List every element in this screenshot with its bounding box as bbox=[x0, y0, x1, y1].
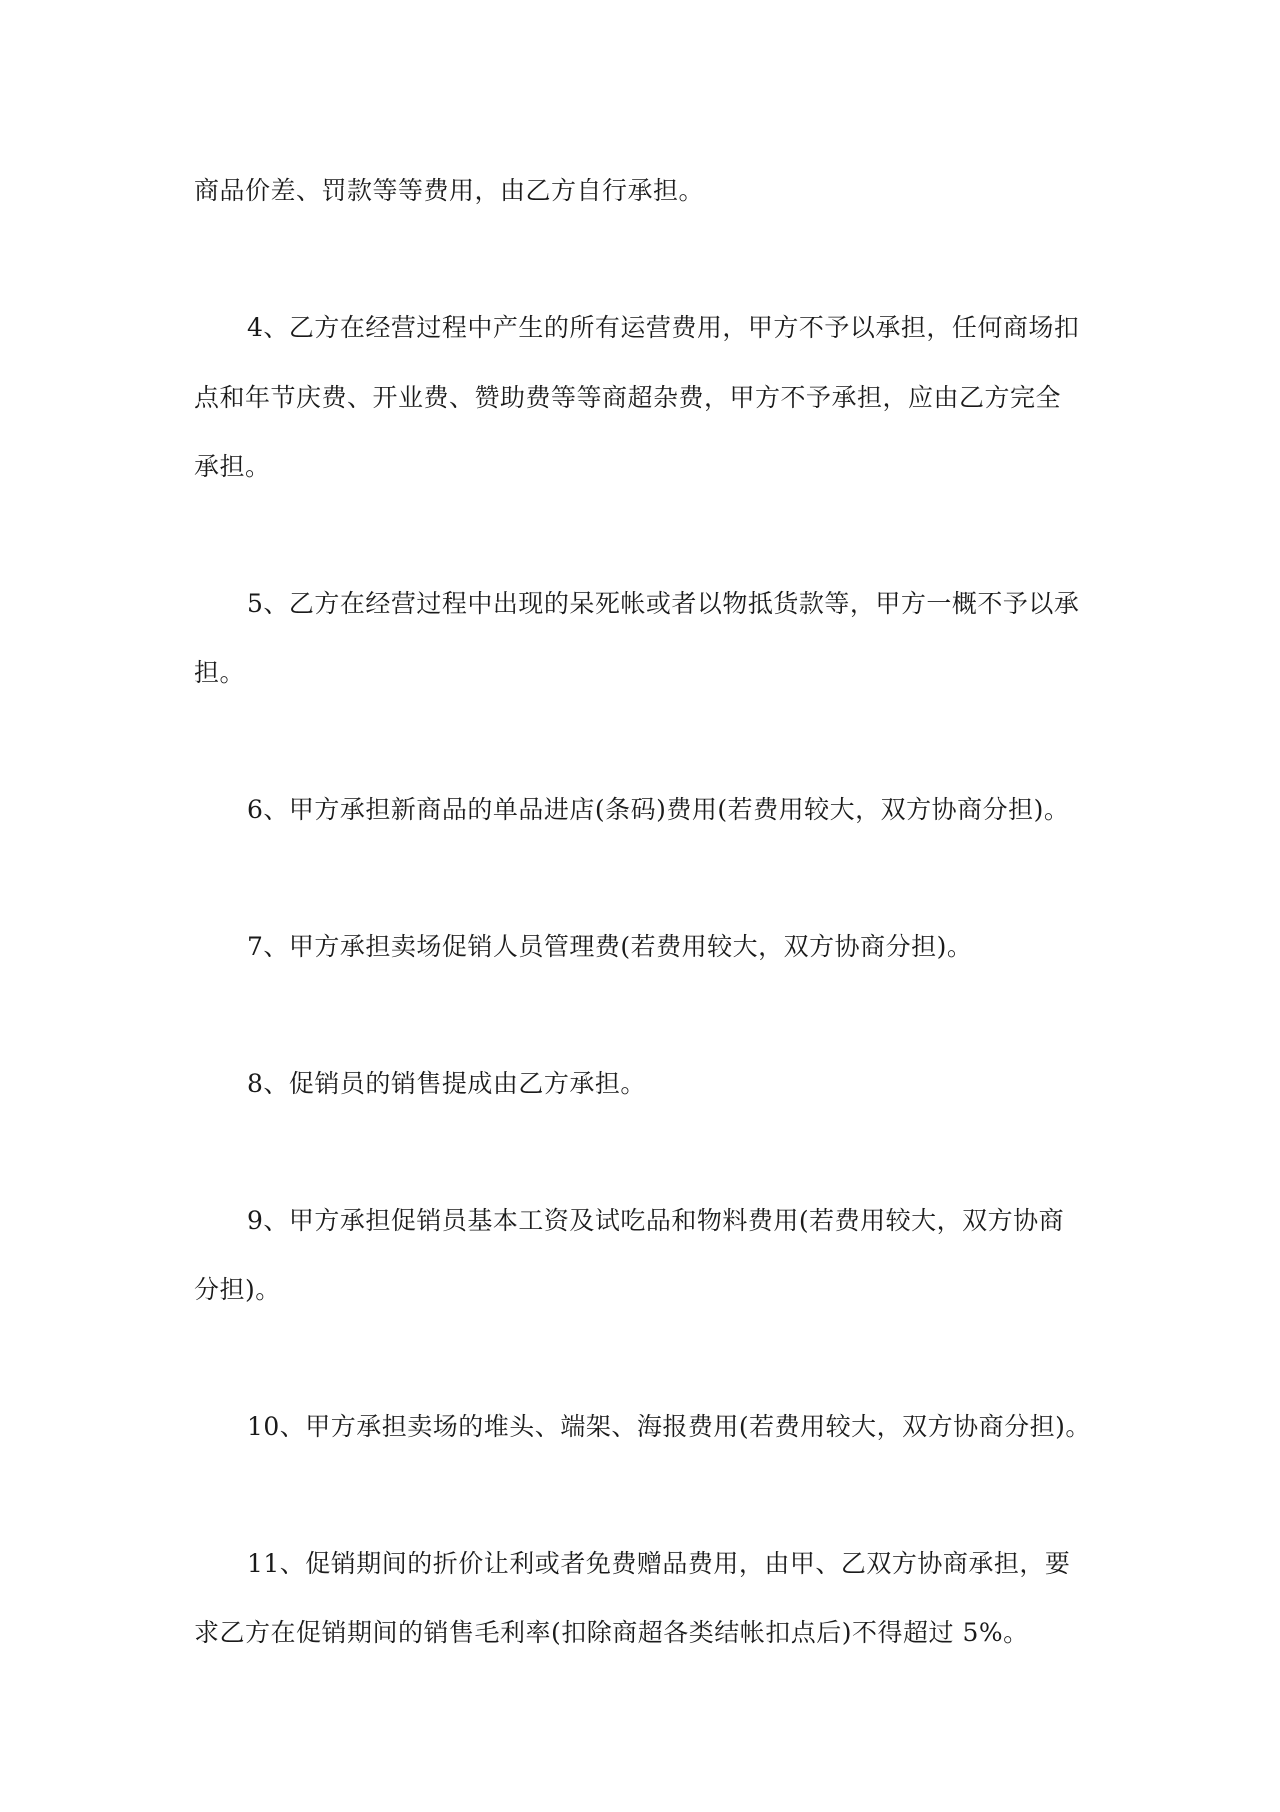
clause-5-line-1: 5、乙方在经营过程中出现的呆死帐或者以物抵货款等，甲方一概不予以承 bbox=[247, 589, 1080, 618]
clause-8-line-1: 8、促销员的销售提成由乙方承担。 bbox=[247, 1069, 646, 1098]
clause-4-line-2: 点和年节庆费、开业费、赞助费等等商超杂费，甲方不予承担，应由乙方完全 bbox=[194, 383, 1062, 412]
clause-9-line-2: 分担)。 bbox=[194, 1275, 281, 1304]
clause-6-line-1: 6、甲方承担新商品的单品进店(条码)费用(若费用较大，双方协商分担)。 bbox=[247, 795, 1070, 824]
clause-9-line-1: 9、甲方承担促销员基本工资及试吃品和物料费用(若费用较大，双方协商 bbox=[247, 1206, 1065, 1235]
clause-5-line-2: 担。 bbox=[194, 658, 246, 687]
clause-4-line-3: 承担。 bbox=[194, 452, 271, 481]
text-line: 商品价差、罚款等等费用，由乙方自行承担。 bbox=[194, 176, 705, 205]
clause-4-line-1: 4、乙方在经营过程中产生的所有运营费用，甲方不予以承担，任何商场扣 bbox=[247, 313, 1080, 342]
clause-11-line-1: 11、促销期间的折价让利或者免费赠品费用，由甲、乙双方协商承担，要 bbox=[247, 1549, 1071, 1578]
clause-11-line-2: 求乙方在促销期间的销售毛利率(扣除商超各类结帐扣点后)不得超过 5%。 bbox=[194, 1618, 1029, 1647]
clause-7-line-1: 7、甲方承担卖场促销人员管理费(若费用较大，双方协商分担)。 bbox=[247, 932, 973, 961]
clause-10-line-1: 10、甲方承担卖场的堆头、端架、海报费用(若费用较大，双方协商分担)。 bbox=[247, 1412, 1091, 1441]
